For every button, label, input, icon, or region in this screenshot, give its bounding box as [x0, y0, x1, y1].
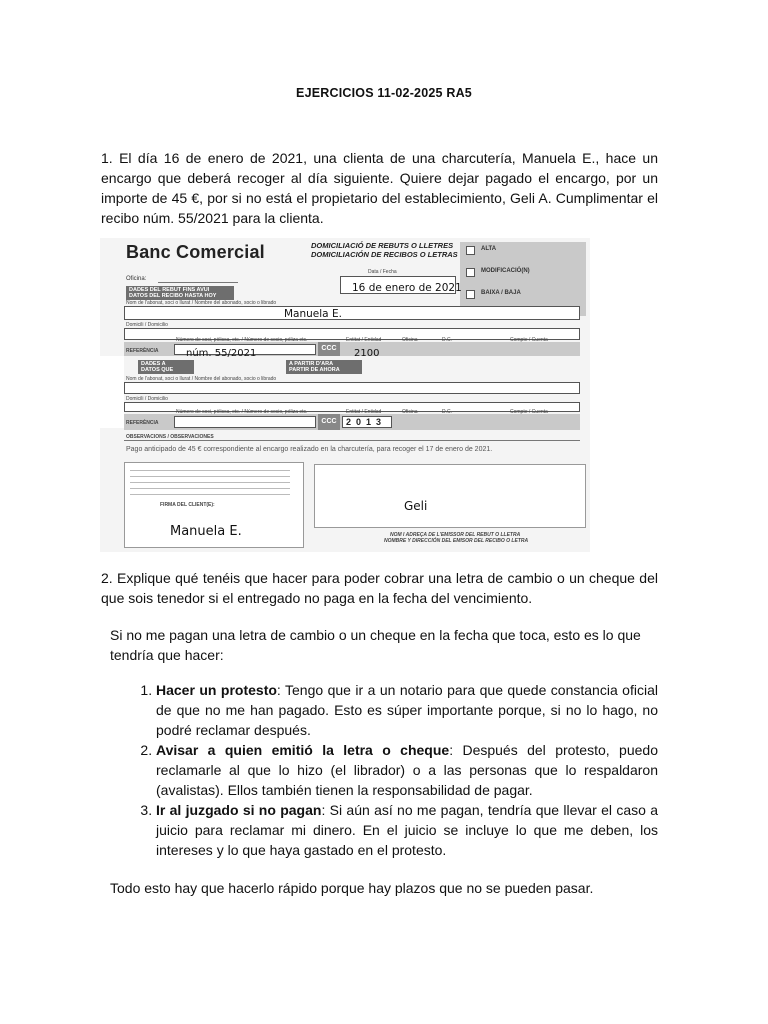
num-soci-label-2: Número de soci, pòlissa, etc. / Número de socio, póliza etc.	[176, 409, 308, 415]
ref-label-2: REFERÈNCIA	[126, 420, 159, 426]
compte-label-2: Compte / Cuenta	[510, 409, 548, 415]
fecha-label: Data / Fecha	[368, 269, 397, 275]
step-text: : Después del protesto, puedo reclamarle al que lo hizo (el librador) o a las personas que lo respaldaron (avalistas). Ellos también tienen la responsabilidad de pagar.	[156, 742, 658, 798]
dades-a-header	[138, 360, 194, 374]
client-box-2	[124, 382, 580, 394]
dades-a-1: DADES A	[141, 361, 166, 367]
dc-label-2: D.C.	[442, 409, 452, 415]
page-title: EJERCICIOS 11-02-2025 RA5	[296, 86, 472, 100]
date-handwritten: 16 de enero de 2021	[352, 282, 462, 294]
partir-header	[286, 360, 362, 374]
ccc-label-2: CCC	[318, 414, 340, 430]
oficina-label: Oficina:	[126, 276, 147, 282]
entitat-label-2: Entitat / Entidad	[346, 409, 382, 415]
terms-line-1	[130, 470, 290, 471]
oficina-line	[158, 282, 238, 283]
dades-a-2: DATOS QUE	[141, 367, 174, 373]
terms-line-3	[130, 482, 290, 483]
dades-line-1: DADES DEL REBUT FINS AVUI	[129, 287, 210, 293]
client-box	[124, 306, 580, 320]
step-title: Hacer un protesto	[156, 682, 277, 698]
nom-label: Nom de l'abonat, soci o llurat / Nombre del abonado, socio o librado	[126, 300, 277, 306]
step-text: : Si aún así no me pagan, tendría que llevar el caso a juicio para reclamar mi dinero. En el juicio se incluye lo que me deben, los intereses y lo que haya gastado en el protesto.	[156, 802, 659, 858]
dades-line-2: DATOS DEL RECIBO HASTA HOY	[129, 293, 217, 299]
question-1: 1. El día 16 de enero de 2021, una clienta de una charcutería, Manuela E., hace un encargo que deberá recoger al día siguiente. Quiere dejar pagado el encargo, por un importe de 45 €, por si no está el propietario del establecimiento, Geli A. Cumplimentar el recibo núm. 55/2021 para la clienta.	[101, 150, 658, 226]
oficina2-label-2: Oficina	[402, 409, 418, 415]
partir-2: PARTIR DE AHORA	[289, 367, 340, 373]
closing-text: Todo esto hay que hacerlo rápido porque hay plazos que no se pueden pasar.	[110, 880, 594, 896]
list-item	[156, 680, 658, 740]
receipt-form	[100, 238, 590, 552]
receipt-number-handwritten: núm. 55/2021	[186, 348, 257, 359]
form-header-ca: DOMICILIACIÓ DE REBUTS O LLETRES	[311, 241, 454, 250]
list-item	[156, 800, 658, 860]
partir-1: A PARTIR D'ARA	[289, 361, 334, 367]
oficina2-label-1: Oficina	[402, 337, 418, 343]
modif-checkbox	[466, 268, 475, 277]
baixa-label: BAIXA / BAJA	[481, 290, 521, 296]
alta-label: ALTA	[481, 246, 497, 252]
alta-checkbox	[466, 246, 475, 255]
ccc-label-1: CCC	[318, 342, 340, 356]
issuer-box	[314, 464, 586, 528]
compte-label-1: Compte / Cuenta	[510, 337, 548, 343]
emisor-label-ca: NOM I ADREÇA DE L'EMISSOR DEL REBUT O LLETRA	[390, 532, 521, 538]
observation-note: Pago anticipado de 45 € correspondiente al encargo realizado en la charcutería, para recoger el 17 de enero de 2021.	[126, 446, 493, 453]
step-text: : Tengo que ir a un notario para que quede constancia oficial de que no me han pagado. Esto es súper importante porque, si no lo hago, no podré reclamar después.	[156, 682, 658, 738]
nom-label-2: Nom de l'abonat, soci o llurat / Nombre del abonado, socio o librado	[126, 376, 277, 382]
terms-line-2	[130, 476, 290, 477]
observacions-label: OBSERVACIONS / OBSERVACIONES	[126, 434, 214, 440]
domicili-label: Domicili / Domicilio	[126, 322, 168, 328]
dades-header	[126, 286, 234, 300]
firma-label: FIRMA DEL CLIENT(E):	[160, 502, 215, 508]
dc-label-1: D.C.	[442, 337, 452, 343]
ref-label-1: REFERÈNCIA	[126, 348, 159, 354]
ref-box-2	[174, 416, 316, 428]
domicili-label-2: Domicili / Domicilio	[126, 396, 168, 402]
modif-label: MODIFICACIÓ(N)	[481, 268, 530, 274]
baixa-checkbox	[466, 290, 475, 299]
observacions-line	[124, 440, 580, 441]
form-header	[311, 241, 458, 259]
terms-line-5	[130, 494, 290, 495]
issuer-signature: Geli	[404, 499, 428, 513]
client-handwritten: Manuela E.	[284, 308, 342, 320]
list-item	[156, 740, 658, 800]
entity-handwritten: 2100	[354, 348, 380, 359]
side-strip	[100, 356, 124, 428]
client-signature: Manuela E.	[170, 524, 242, 539]
num-soci-label-1: Número de soci, pòlissa, etc. / Número de socio, póliza etc.	[176, 337, 308, 343]
step-title: Avisar a quien emitió la letra o cheque	[156, 742, 450, 758]
entitat-label-1: Entitat / Entidad	[346, 337, 382, 343]
bank-name: Banc Comercial	[126, 242, 265, 262]
steps-list	[120, 680, 658, 860]
form-header-es: DOMICILIACIÓN DE RECIBOS O LETRAS	[311, 250, 458, 259]
question-2: 2. Explique qué tenéis que hacer para poder cobrar una letra de cambio o un cheque del que sois tenedor si el entregado no paga en la fecha del vencimiento.	[101, 570, 658, 606]
step-title: Ir al juzgado si no pagan	[156, 802, 322, 818]
entity-digits: 2013	[346, 417, 387, 427]
terms-line-4	[130, 488, 290, 489]
options-panel	[460, 242, 586, 316]
emisor-label-es: NOMBRE Y DIRECCIÓN DEL EMISOR DEL RECIBO O LETRA	[384, 538, 529, 544]
answer-intro: Si no me pagan una letra de cambio o un cheque en la fecha que toca, esto es lo que tendría que hacer:	[110, 627, 641, 663]
